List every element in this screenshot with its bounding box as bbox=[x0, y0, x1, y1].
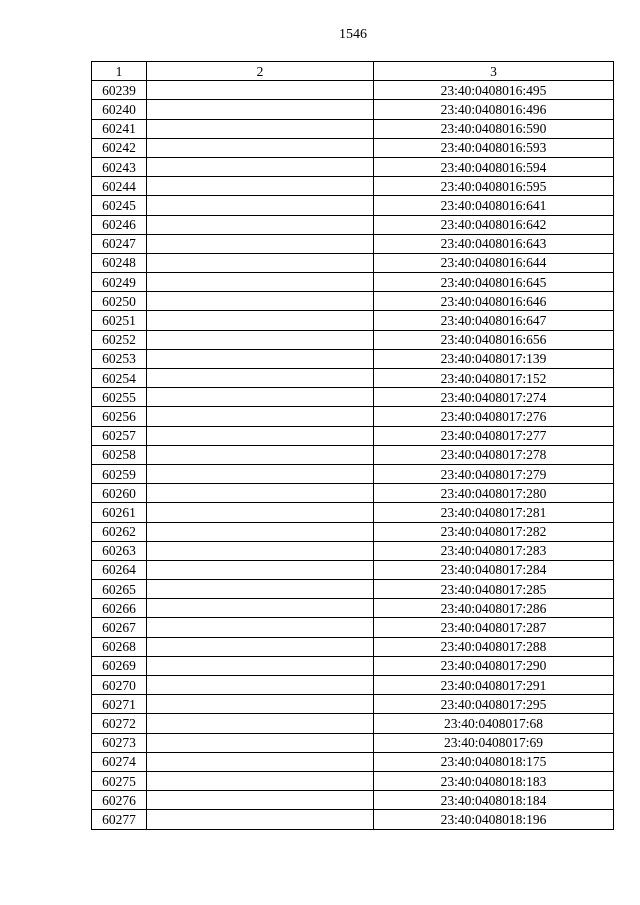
row-name-cell bbox=[147, 484, 374, 503]
row-name-cell bbox=[147, 426, 374, 445]
table-row bbox=[92, 273, 614, 292]
table-row bbox=[92, 369, 614, 388]
row-number-cell: 60271 bbox=[92, 695, 147, 714]
row-number-cell: 60253 bbox=[92, 349, 147, 368]
cadastral-number-cell: 23:40:0408016:656 bbox=[374, 330, 614, 349]
table-row bbox=[92, 541, 614, 560]
table-row bbox=[92, 445, 614, 464]
cadastral-number-cell: 23:40:0408016:595 bbox=[374, 177, 614, 196]
row-name-cell bbox=[147, 215, 374, 234]
cadastral-number-cell: 23:40:0408016:646 bbox=[374, 292, 614, 311]
cadastral-number-cell: 23:40:0408017:278 bbox=[374, 445, 614, 464]
cadastral-number-cell: 23:40:0408016:593 bbox=[374, 138, 614, 157]
table-row bbox=[92, 407, 614, 426]
row-number-cell: 60264 bbox=[92, 560, 147, 579]
row-number-cell: 60255 bbox=[92, 388, 147, 407]
row-name-cell bbox=[147, 733, 374, 752]
row-number-cell: 60258 bbox=[92, 445, 147, 464]
table-row bbox=[92, 752, 614, 771]
row-number-cell: 60239 bbox=[92, 81, 147, 100]
cadastral-number-cell: 23:40:0408017:139 bbox=[374, 349, 614, 368]
cadastral-number-cell: 23:40:0408017:295 bbox=[374, 695, 614, 714]
row-number-cell: 60252 bbox=[92, 330, 147, 349]
cadastral-number-cell: 23:40:0408017:282 bbox=[374, 522, 614, 541]
row-number-cell: 60249 bbox=[92, 273, 147, 292]
cadastral-number-cell: 23:40:0408017:288 bbox=[374, 637, 614, 656]
row-name-cell bbox=[147, 771, 374, 790]
row-name-cell bbox=[147, 503, 374, 522]
row-name-cell bbox=[147, 273, 374, 292]
table-row bbox=[92, 733, 614, 752]
table-row bbox=[92, 157, 614, 176]
table-row bbox=[92, 791, 614, 810]
row-name-cell bbox=[147, 157, 374, 176]
cadastral-number-cell: 23:40:0408017:281 bbox=[374, 503, 614, 522]
row-name-cell bbox=[147, 196, 374, 215]
table-row bbox=[92, 81, 614, 100]
table-row bbox=[92, 810, 614, 829]
table-row bbox=[92, 311, 614, 330]
table-row bbox=[92, 580, 614, 599]
row-number-cell: 60259 bbox=[92, 464, 147, 483]
cadastral-number-cell: 23:40:0408017:152 bbox=[374, 369, 614, 388]
table-row bbox=[92, 637, 614, 656]
cadastral-number-cell: 23:40:0408017:274 bbox=[374, 388, 614, 407]
cadastral-number-cell: 23:40:0408018:196 bbox=[374, 810, 614, 829]
row-number-cell: 60247 bbox=[92, 234, 147, 253]
row-name-cell bbox=[147, 464, 374, 483]
cadastral-number-cell: 23:40:0408016:495 bbox=[374, 81, 614, 100]
row-name-cell bbox=[147, 695, 374, 714]
row-name-cell bbox=[147, 100, 374, 119]
cadastral-number-cell: 23:40:0408017:276 bbox=[374, 407, 614, 426]
cadastral-number-cell: 23:40:0408016:645 bbox=[374, 273, 614, 292]
table-row bbox=[92, 695, 614, 714]
row-number-cell: 60262 bbox=[92, 522, 147, 541]
table-row bbox=[92, 618, 614, 637]
table-row bbox=[92, 599, 614, 618]
table-row bbox=[92, 177, 614, 196]
cadastral-number-cell: 23:40:0408016:642 bbox=[374, 215, 614, 234]
row-name-cell bbox=[147, 138, 374, 157]
row-number-cell: 60266 bbox=[92, 599, 147, 618]
table-row bbox=[92, 330, 614, 349]
cadastral-number-cell: 23:40:0408017:287 bbox=[374, 618, 614, 637]
cadastral-number-cell: 23:40:0408017:277 bbox=[374, 426, 614, 445]
row-name-cell bbox=[147, 560, 374, 579]
row-name-cell bbox=[147, 618, 374, 637]
header-row bbox=[92, 62, 614, 81]
row-name-cell bbox=[147, 676, 374, 695]
cadastral-number-cell: 23:40:0408016:644 bbox=[374, 253, 614, 272]
cadastral-number-cell: 23:40:0408017:283 bbox=[374, 541, 614, 560]
table-row bbox=[92, 215, 614, 234]
row-number-cell: 60263 bbox=[92, 541, 147, 560]
row-name-cell bbox=[147, 311, 374, 330]
table-row bbox=[92, 560, 614, 579]
row-number-cell: 60256 bbox=[92, 407, 147, 426]
row-number-cell: 60257 bbox=[92, 426, 147, 445]
row-number-cell: 60261 bbox=[92, 503, 147, 522]
table-header bbox=[92, 62, 614, 81]
row-name-cell bbox=[147, 637, 374, 656]
cadastral-number-cell: 23:40:0408016:594 bbox=[374, 157, 614, 176]
row-name-cell bbox=[147, 81, 374, 100]
row-number-cell: 60260 bbox=[92, 484, 147, 503]
table-row bbox=[92, 388, 614, 407]
row-number-cell: 60244 bbox=[92, 177, 147, 196]
row-name-cell bbox=[147, 253, 374, 272]
row-name-cell bbox=[147, 445, 374, 464]
table-row bbox=[92, 349, 614, 368]
row-name-cell bbox=[147, 234, 374, 253]
table-row bbox=[92, 253, 614, 272]
row-name-cell bbox=[147, 177, 374, 196]
row-number-cell: 60276 bbox=[92, 791, 147, 810]
table-row bbox=[92, 522, 614, 541]
row-number-cell: 60270 bbox=[92, 676, 147, 695]
table-row bbox=[92, 484, 614, 503]
row-name-cell bbox=[147, 292, 374, 311]
cadastral-number-cell: 23:40:0408018:183 bbox=[374, 771, 614, 790]
row-name-cell bbox=[147, 349, 374, 368]
table-row bbox=[92, 426, 614, 445]
column-header-3: 3 bbox=[374, 62, 614, 81]
table-row bbox=[92, 292, 614, 311]
cadastral-number-cell: 23:40:0408017:280 bbox=[374, 484, 614, 503]
row-name-cell bbox=[147, 656, 374, 675]
table-row bbox=[92, 503, 614, 522]
cadastral-number-cell: 23:40:0408017:285 bbox=[374, 580, 614, 599]
cadastral-number-cell: 23:40:0408017:290 bbox=[374, 656, 614, 675]
cadastral-number-cell: 23:40:0408016:647 bbox=[374, 311, 614, 330]
cadastral-number-cell: 23:40:0408017:291 bbox=[374, 676, 614, 695]
row-number-cell: 60251 bbox=[92, 311, 147, 330]
column-header-1: 1 bbox=[92, 62, 147, 81]
cadastral-number-cell: 23:40:0408017:279 bbox=[374, 464, 614, 483]
row-number-cell: 60250 bbox=[92, 292, 147, 311]
row-name-cell bbox=[147, 330, 374, 349]
row-number-cell: 60245 bbox=[92, 196, 147, 215]
row-number-cell: 60269 bbox=[92, 656, 147, 675]
row-name-cell bbox=[147, 541, 374, 560]
cadastral-number-cell: 23:40:0408018:184 bbox=[374, 791, 614, 810]
cadastral-number-cell: 23:40:0408016:496 bbox=[374, 100, 614, 119]
row-number-cell: 60254 bbox=[92, 369, 147, 388]
cadastral-number-cell: 23:40:0408016:590 bbox=[374, 119, 614, 138]
table-row bbox=[92, 119, 614, 138]
table-row bbox=[92, 714, 614, 733]
row-name-cell bbox=[147, 599, 374, 618]
table-row bbox=[92, 676, 614, 695]
cadastral-number-cell: 23:40:0408017:68 bbox=[374, 714, 614, 733]
row-number-cell: 60268 bbox=[92, 637, 147, 656]
row-name-cell bbox=[147, 369, 374, 388]
table-row bbox=[92, 464, 614, 483]
table-row bbox=[92, 138, 614, 157]
page-number: 1546 bbox=[339, 27, 367, 42]
row-name-cell bbox=[147, 407, 374, 426]
row-number-cell: 60274 bbox=[92, 752, 147, 771]
cadastral-number-cell: 23:40:0408016:643 bbox=[374, 234, 614, 253]
row-number-cell: 60277 bbox=[92, 810, 147, 829]
row-number-cell: 60242 bbox=[92, 138, 147, 157]
row-name-cell bbox=[147, 791, 374, 810]
row-number-cell: 60240 bbox=[92, 100, 147, 119]
row-number-cell: 60241 bbox=[92, 119, 147, 138]
column-header-2: 2 bbox=[147, 62, 374, 81]
table-row bbox=[92, 234, 614, 253]
table-body bbox=[92, 81, 614, 829]
row-name-cell bbox=[147, 119, 374, 138]
table-row bbox=[92, 656, 614, 675]
row-name-cell bbox=[147, 580, 374, 599]
cadastral-number-cell: 23:40:0408017:286 bbox=[374, 599, 614, 618]
row-number-cell: 60273 bbox=[92, 733, 147, 752]
row-number-cell: 60275 bbox=[92, 771, 147, 790]
row-number-cell: 60243 bbox=[92, 157, 147, 176]
register-table bbox=[91, 61, 614, 830]
cadastral-number-cell: 23:40:0408018:175 bbox=[374, 752, 614, 771]
row-number-cell: 60248 bbox=[92, 253, 147, 272]
table-row bbox=[92, 771, 614, 790]
cadastral-number-cell: 23:40:0408017:69 bbox=[374, 733, 614, 752]
table-row bbox=[92, 196, 614, 215]
row-name-cell bbox=[147, 810, 374, 829]
row-number-cell: 60265 bbox=[92, 580, 147, 599]
row-name-cell bbox=[147, 388, 374, 407]
row-name-cell bbox=[147, 714, 374, 733]
cadastral-number-cell: 23:40:0408016:641 bbox=[374, 196, 614, 215]
row-name-cell bbox=[147, 522, 374, 541]
row-number-cell: 60267 bbox=[92, 618, 147, 637]
row-name-cell bbox=[147, 752, 374, 771]
row-number-cell: 60272 bbox=[92, 714, 147, 733]
cadastral-number-cell: 23:40:0408017:284 bbox=[374, 560, 614, 579]
row-number-cell: 60246 bbox=[92, 215, 147, 234]
table-row bbox=[92, 100, 614, 119]
